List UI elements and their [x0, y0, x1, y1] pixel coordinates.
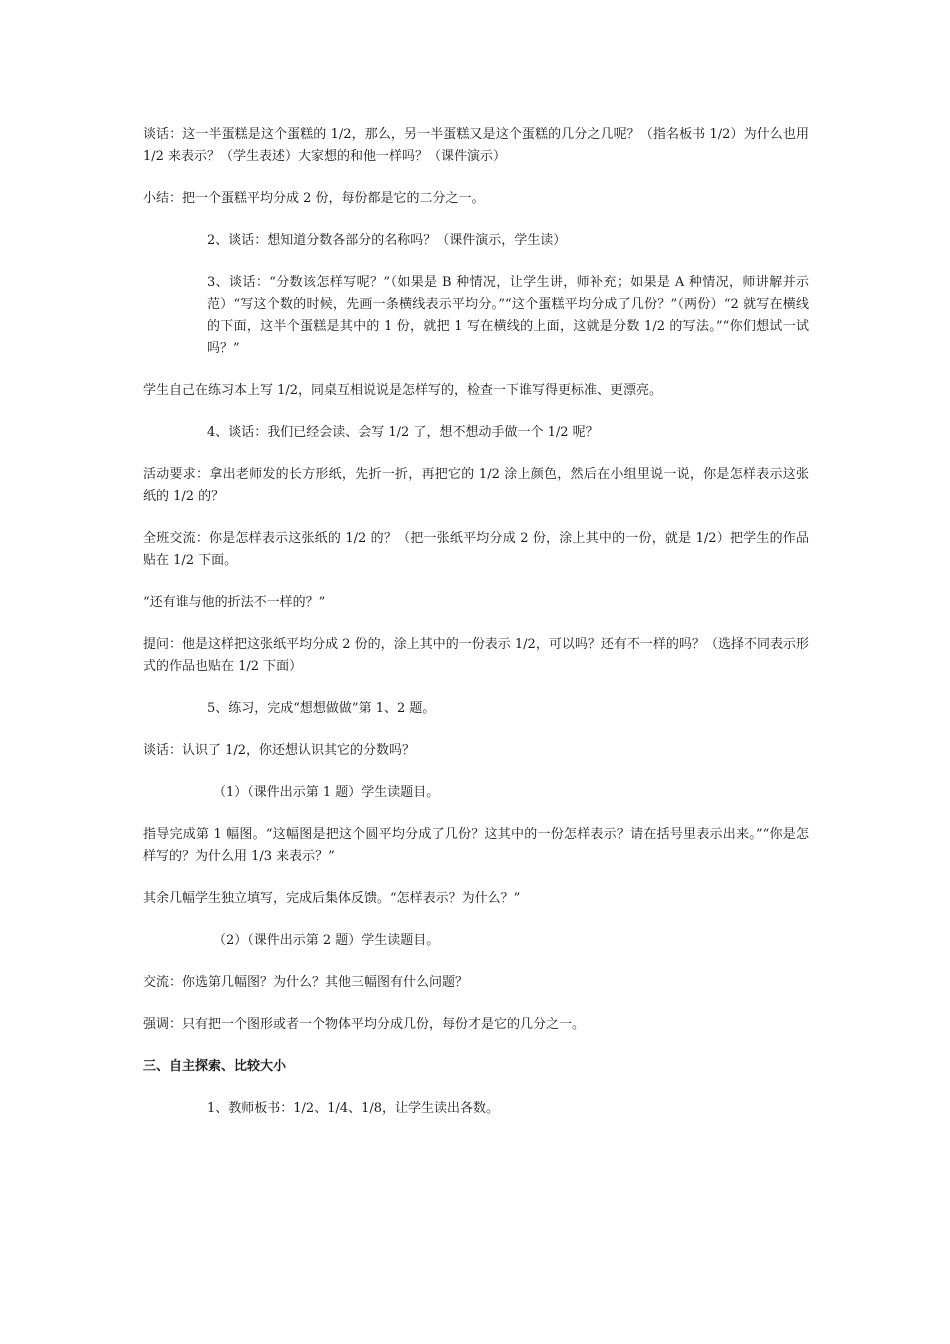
paragraph-guide-first-figure: 指导完成第 1 幅图。“这幅图是把这个圆平均分成了几份？这其中的一份怎样表示？请在括号里表示出来。”“你是怎样写的？为什么用 1/3 来表示？” [143, 827, 809, 864]
paragraph-remaining-figures: 其余几幅学生独立填写，完成后集体反馈。“怎样表示？为什么？” [143, 891, 521, 906]
paragraph-practice-writing: 学生自己在练习本上写 1/2，同桌互相说说是怎样写的，检查一下谁写得更标准、更漂亮。 [143, 383, 663, 398]
paragraph-summary: 小结：把一个蛋糕平均分成 2 份，每份都是它的二分之一。 [143, 191, 485, 206]
paragraph-talk-half-cake: 谈话：这一半蛋糕是这个蛋糕的 1/2，那么，另一半蛋糕又是这个蛋糕的几分之几呢？（指名板书 1/2）为什么也用 1/2 来表示？（学生表述）大家想的和他一样吗？（课件演示） [143, 127, 809, 164]
section-heading-3: 三、自主探索、比较大小 [143, 1059, 287, 1074]
paragraph-class-exchange: 全班交流：你是怎样表示这张纸的 1/2 的？（把一张纸平均分成 2 份，涂上其中的一份，就是 1/2）把学生的作品贴在 1/2 下面。 [143, 531, 809, 568]
paragraph-step-2: 2、谈话：想知道分数各部分的名称吗？（课件演示，学生读） [207, 233, 567, 248]
paragraph-exercise-1: （1）（课件出示第 1 题）学生读题目。 [213, 785, 440, 800]
paragraph-other-folding: “还有谁与他的折法不一样的？” [143, 595, 326, 610]
paragraph-activity-requirements: 活动要求：拿出老师发的长方形纸，先折一折，再把它的 1/2 涂上颜色，然后在小组里说一说，你是怎样表示这张纸的 1/2 的？ [143, 467, 809, 504]
paragraph-emphasis: 强调：只有把一个图形或者一个物体平均分成几份，每份才是它的几分之一。 [143, 1017, 586, 1032]
paragraph-question: 提问：他是这样把这张纸平均分成 2 份的，涂上其中的一份表示 1/2，可以吗？还有不一样的吗？（选择不同表示形式的作品也贴在 1/2 下面） [143, 637, 809, 674]
paragraph-step-3: 3、谈话：“分数该怎样写呢？”（如果是 B 种情况，让学生讲，师补充；如果是 A 种情况，师讲解并示范）“写这个数的时候，先画一条横线表示平均分。”“这个蛋糕平均分成了几份？”（两份）“2 就写在横线的下面，这半个蛋糕是其中的 1 份，就把 1 写在横线的上面，这就是分数 1/2 的写法。”“你们想试一试吗？” [207, 275, 809, 356]
document-page [143, 124, 809, 1140]
paragraph-step-5: 5、练习，完成“想想做做”第 1、2 题。 [207, 701, 436, 716]
paragraph-exercise-2: （2）（课件出示第 2 题）学生读题目。 [213, 933, 440, 948]
paragraph-step-4: 4、谈话：我们已经会读、会写 1/2 了，想不想动手做一个 1/2 呢？ [207, 425, 599, 440]
paragraph-teacher-board: 1、教师板书：1/2、1/4、1/8，让学生读出各数。 [207, 1101, 500, 1116]
paragraph-exchange-figures: 交流：你选第几幅图？为什么？其他三幅图有什么问题？ [143, 975, 469, 990]
paragraph-talk-other-fractions: 谈话：认识了 1/2，你还想认识其它的分数吗？ [143, 743, 416, 758]
